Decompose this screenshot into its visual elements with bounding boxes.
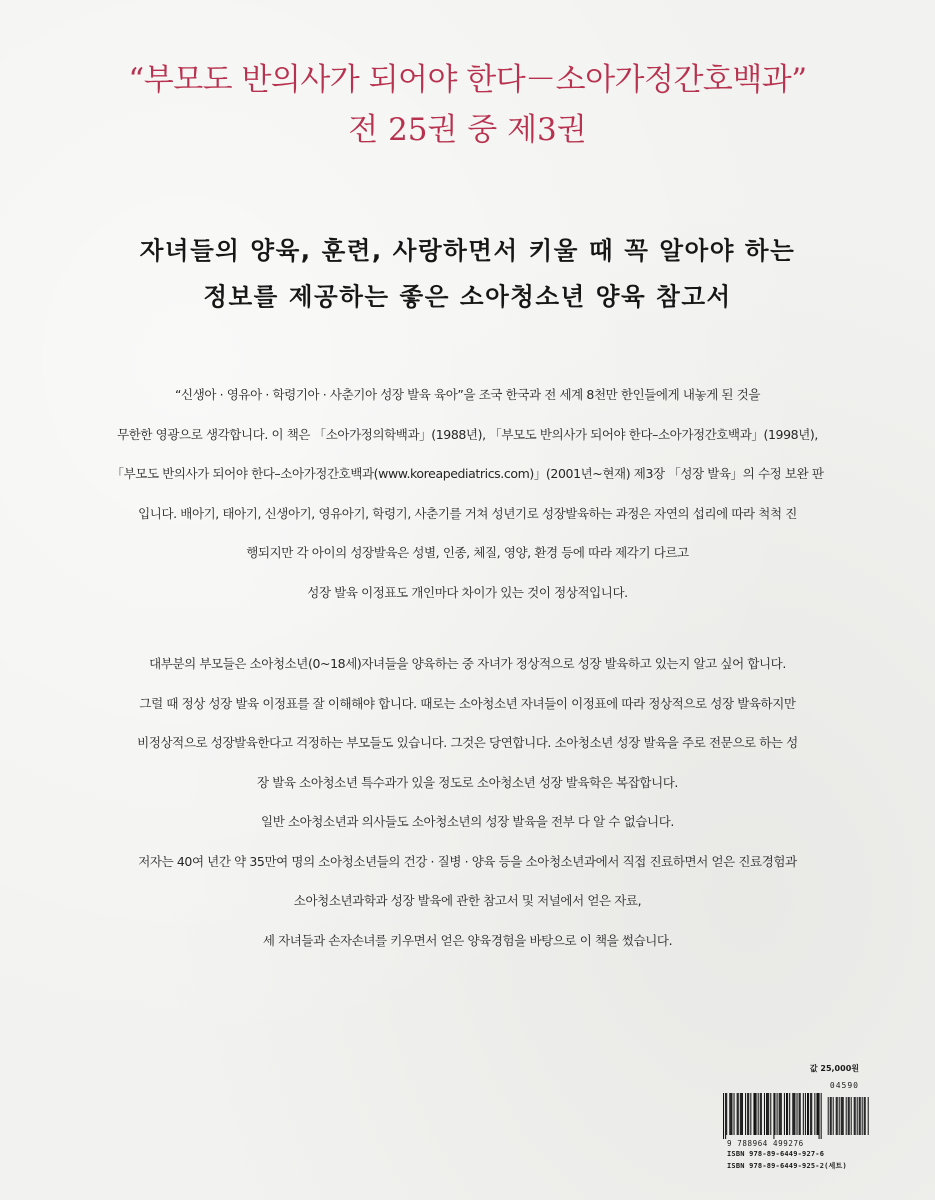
barcode-addon-bar (839, 1097, 840, 1135)
barcode-bar (741, 1093, 742, 1135)
barcode-bar (725, 1093, 726, 1139)
barcode-bar (738, 1093, 739, 1135)
barcode-bar (774, 1093, 775, 1135)
barcode-bar (805, 1093, 806, 1135)
barcode-addon-bar (857, 1097, 858, 1135)
barcode-bar (781, 1093, 782, 1135)
price-label: 값 25,000원 (809, 1064, 859, 1073)
volume-number: 전 25권 중 제3권 (348, 112, 587, 148)
body-line: 장 발육 소아청소년 특수과가 있을 정도로 소아청소년 성장 발육학은 복잡합니다. (256, 774, 678, 790)
barcode-bar (737, 1093, 738, 1135)
barcode-bar (811, 1093, 812, 1135)
barcode-digits: 9 788964 499276 (727, 1139, 804, 1148)
book-series-header (0, 58, 935, 152)
barcode-addon-bar (865, 1097, 866, 1135)
book-tagline (0, 228, 935, 320)
barcode-addon-bar (855, 1097, 856, 1135)
barcode-bar (821, 1093, 822, 1139)
barcode-bar (730, 1093, 731, 1135)
barcode-bar (753, 1093, 754, 1135)
series-title: “부모도 반의사가 되어야 한다－소아가정간호백과” (128, 62, 807, 98)
barcode-addon-bar (860, 1097, 861, 1135)
barcode-bar (786, 1093, 787, 1135)
barcode-bar (747, 1093, 748, 1135)
barcode-bar (779, 1093, 780, 1135)
body-line: 저자는 40여 년간 약 35만여 명의 소아청소년들의 건강 · 질병 · 양육 등을 소아청소년과에서 직접 진료하면서 얻은 진료경험과 (138, 853, 797, 869)
isbn-barcode-block (719, 1063, 879, 1173)
body-line: 일반 소아청소년과 의사들도 소아청소년의 성장 발육을 전부 다 알 수 없습니다. (261, 814, 674, 829)
barcode-bar (734, 1093, 735, 1135)
barcode-bar (729, 1093, 730, 1135)
intro-line: “신생아 · 영유아 · 학령기아 · 사춘기아 성장 발육 육아”을 조국 한국과 전 세계 8천만 한인들에게 내놓게 된 것을 (174, 387, 761, 402)
barcode-addon-bar (859, 1097, 860, 1135)
intro-line: 무한한 영광으로 생각합니다. 이 책은 「소아가정의학백과」(1988년), 「부모도 반의사가 되어야 한다–소아가정간호백과」(1998년), (117, 426, 818, 442)
body-line: 그럴 때 정상 성장 발육 이정표를 잘 이해해야 합니다. 때로는 소아청소년 자녀들이 이정표에 따라 정상적으로 성장 발육하지만 (139, 695, 796, 711)
barcode-bar (740, 1093, 741, 1135)
barcode-bar (742, 1093, 743, 1135)
barcode-bar (758, 1093, 759, 1135)
barcode-bar (799, 1093, 800, 1135)
intro-line: 행되지만 각 아이의 성장발육은 성별, 인종, 체질, 영양, 환경 등에 따라 제각기 다르고 (246, 545, 689, 560)
barcode-image (723, 1093, 873, 1139)
barcode-addon-bar (868, 1097, 869, 1135)
barcode-bar (731, 1093, 732, 1135)
barcode-bar (723, 1093, 724, 1139)
barcode-bar (755, 1093, 756, 1135)
isbn-number: ISBN 978-89-6449-927-6 (727, 1150, 825, 1158)
barcode-bar (770, 1093, 771, 1135)
body-line: 비정상적으로 성장발육한다고 걱정하는 부모들도 있습니다. 그것은 당연합니다. 소아청소년 성장 발육을 주로 전문으로 하는 성 (137, 735, 798, 750)
barcode-addon-bar (854, 1097, 855, 1135)
barcode-bar (792, 1093, 793, 1135)
intro-paragraph (90, 375, 845, 612)
barcode-addon-bar (833, 1097, 834, 1135)
barcode-bar (797, 1093, 798, 1135)
barcode-addon-bar (843, 1097, 844, 1135)
body-paragraph (90, 644, 845, 960)
barcode-addon-bar (831, 1097, 832, 1135)
barcode-addon-bar (841, 1097, 842, 1135)
barcode-bar (760, 1093, 761, 1135)
addon-code: 04590 (829, 1081, 859, 1090)
body-line: 세 자녀들과 손자손녀를 키우면서 얻은 양육경험을 바탕으로 이 책을 썼습니다. (262, 932, 673, 948)
barcode-addon-bar (862, 1097, 863, 1135)
barcode-bar (764, 1093, 765, 1135)
barcode-addon-bar (842, 1097, 843, 1135)
intro-line: 「부모도 반의사가 되어야 한다–소아가정간호백과(www.koreapediatrics.com)」(2001년~현재) 제3장 「성장 발육」의 수정 보완 판 (111, 466, 824, 481)
tagline-line-1: 자녀들의 양육, 훈련, 사랑하면서 키울 때 꼭 알아야 하는 (139, 236, 796, 265)
barcode-bar (789, 1093, 790, 1135)
intro-line: 성장 발육 이정표도 개인마다 차이가 있는 것이 정상적입니다. (307, 584, 628, 600)
barcode-bar (810, 1093, 811, 1135)
barcode-bar (773, 1093, 774, 1139)
barcode-bar (766, 1093, 767, 1135)
barcode-bar (814, 1093, 815, 1135)
barcode-bar (816, 1093, 817, 1135)
barcode-bar (807, 1093, 808, 1135)
barcode-addon-bar (830, 1097, 831, 1135)
barcode-bar (777, 1093, 778, 1135)
barcode-bar (818, 1093, 819, 1135)
barcode-bar (756, 1093, 757, 1135)
barcode-bar (819, 1093, 820, 1139)
barcode-addon-bar (836, 1097, 837, 1135)
barcode-bar (780, 1093, 781, 1135)
barcode-bar (800, 1093, 801, 1135)
barcode-bar (787, 1093, 788, 1135)
barcode-bar (784, 1093, 785, 1135)
barcode-bar (761, 1093, 762, 1135)
barcode-bar (803, 1093, 804, 1135)
isbn-set-number: ISBN 978-89-6449-925-2(세트) (727, 1162, 847, 1170)
intro-line: 입니다. 배아기, 태아기, 신생아기, 영유아기, 학령기, 사춘기를 거쳐 성년기로 성장발육하는 과정은 자연의 섭리에 따라 척척 진 (138, 505, 797, 521)
barcode-bar (726, 1093, 727, 1135)
body-line: 소아청소년과학과 성장 발육에 관한 참고서 및 저널에서 얻은 자료, (293, 893, 642, 908)
barcode-bar (745, 1093, 746, 1135)
barcode-addon-bar (846, 1097, 847, 1135)
barcode-addon-bar (851, 1097, 852, 1135)
barcode-addon-bar (848, 1097, 849, 1135)
barcode-bar (767, 1093, 768, 1135)
barcode-bar (768, 1093, 769, 1135)
tagline-line-2: 정보를 제공하는 좋은 소아청소년 양육 참고서 (203, 282, 732, 311)
barcode-bar (794, 1093, 795, 1135)
barcode-bar (748, 1093, 749, 1135)
body-line: 대부분의 부모들은 소아청소년(0~18세)자녀들을 양육하는 중 자녀가 정상적으로 성장 발육하고 있는지 알고 싶어 합니다. (149, 656, 786, 671)
barcode-bar (750, 1093, 751, 1135)
barcode-bar (808, 1093, 809, 1135)
barcode-addon-bar (849, 1097, 850, 1135)
barcode-addon-bar (828, 1097, 829, 1135)
barcode-addon-bar (864, 1097, 865, 1135)
barcode-bar (793, 1093, 794, 1135)
barcode-addon-bar (837, 1097, 838, 1135)
